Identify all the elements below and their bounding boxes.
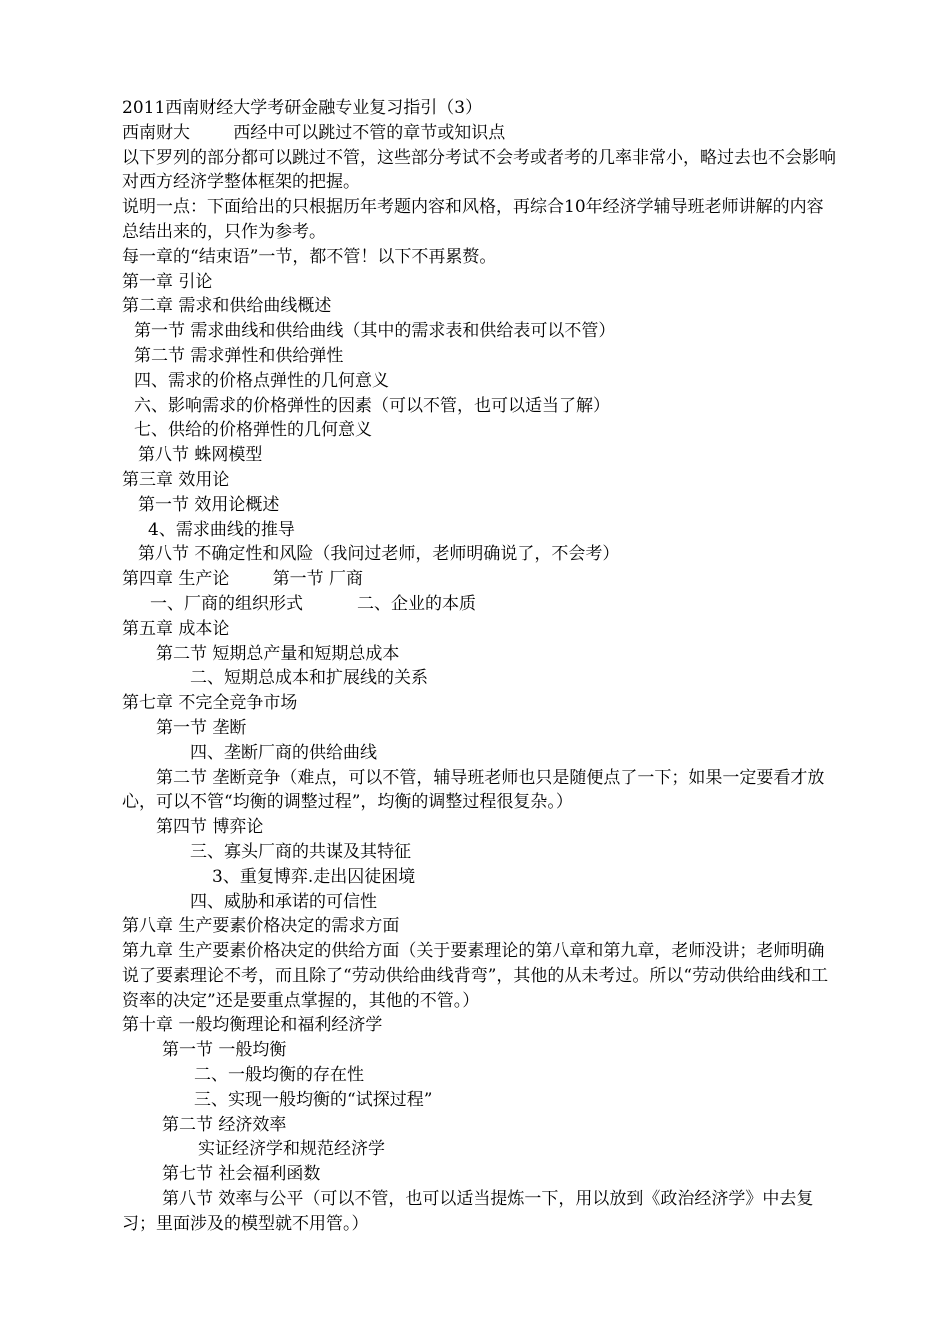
section-item: 第一节 效用论概述 bbox=[138, 494, 280, 515]
document-subtitle: 西南财大 西经中可以跳过不管的章节或知识点 bbox=[122, 122, 506, 143]
subsection-item: 3、重复博弈.走出囚徒困境 bbox=[212, 866, 416, 887]
document-body bbox=[122, 96, 840, 1237]
subsection-item: 三、寡头厂商的共谋及其特征 bbox=[190, 841, 411, 862]
note-paragraph: 说明一点：下面给出的只根据历年考题内容和风格，再综合10年经济学辅导班老师讲解的内容总结出来的，只作为参考。 bbox=[122, 197, 824, 242]
conclusion-note: 每一章的“结束语”一节，都不管！以下不再累赘。 bbox=[122, 246, 497, 267]
section-item: 第七节 社会福利函数 bbox=[162, 1164, 321, 1185]
chapter-heading: 第五章 成本论 bbox=[122, 618, 230, 639]
chapter-heading: 第二章 需求和供给曲线概述 bbox=[122, 296, 332, 317]
intro-paragraph: 以下罗列的部分都可以跳过不管，这些部分考试不会考或者考的几率非常小，略过去也不会影响对西方经济学整体框架的把握。 bbox=[122, 147, 836, 193]
section-paragraph: 第八节 效率与公平（可以不管，也可以适当提炼一下，用以放到《政治经济学》中去复习；里面涉及的模型就不用管。） bbox=[122, 1189, 814, 1234]
section-item: 第四节 博弈论 bbox=[156, 817, 264, 838]
chapter-heading: 第三章 效用论 bbox=[122, 469, 230, 490]
section-item: 第二节 经济效率 bbox=[162, 1114, 287, 1135]
chapter-heading: 第十章 一般均衡理论和福利经济学 bbox=[122, 1015, 383, 1036]
chapter-heading: 第七章 不完全竞争市场 bbox=[122, 693, 298, 714]
section-item: 第一节 垄断 bbox=[156, 717, 247, 738]
subsection-item: 六、影响需求的价格弹性的因素（可以不管，也可以适当了解） bbox=[134, 395, 610, 416]
chapter-heading: 第四章 生产论 第一节 厂商 bbox=[122, 569, 364, 590]
section-item: 第一节 需求曲线和供给曲线（其中的需求表和供给表可以不管） bbox=[134, 321, 616, 342]
chapter-heading: 第八章 生产要素价格决定的需求方面 bbox=[122, 916, 400, 937]
chapter-heading: 第一章 引论 bbox=[122, 271, 213, 292]
subsection-item: 三、实现一般均衡的“试探过程” bbox=[194, 1089, 433, 1110]
section-item: 第八节 不确定性和风险（我问过老师，老师明确说了，不会考） bbox=[138, 544, 620, 565]
subsection-item: 四、需求的价格点弹性的几何意义 bbox=[134, 370, 389, 391]
subsection-item: 四、垄断厂商的供给曲线 bbox=[190, 742, 377, 763]
section-item: 第二节 短期总产量和短期总成本 bbox=[156, 643, 400, 664]
section-item: 第八节 蛛网模型 bbox=[138, 445, 263, 466]
section-item: 第二节 需求弹性和供给弹性 bbox=[134, 345, 344, 366]
chapter-paragraph: 第九章 生产要素价格决定的供给方面（关于要素理论的第八章和第九章，老师没讲；老师明确说了要素理论不考，而且除了“劳动供给曲线背弯”，其他的从未考过。所以“劳动供给曲线和工资率的决定”还是要重点掌握的，其他的不管。） bbox=[122, 941, 829, 1011]
subsection-item: 一、厂商的组织形式 二、企业的本质 bbox=[150, 593, 477, 614]
subsection-item: 二、短期总成本和扩展线的关系 bbox=[190, 668, 428, 689]
section-paragraph: 第二节 垄断竞争（难点，可以不管，辅导班老师也只是随便点了一下；如果一定要看才放心，可以不管“均衡的调整过程”，均衡的调整过程很复杂。） bbox=[122, 767, 825, 813]
section-item: 第一节 一般均衡 bbox=[162, 1040, 287, 1061]
subsection-item: 四、威胁和承诺的可信性 bbox=[190, 891, 377, 912]
subsection-item: 七、供给的价格弹性的几何意义 bbox=[134, 420, 372, 441]
document-title: 2011西南财经大学考研金融专业复习指引（3） bbox=[122, 98, 483, 118]
subsection-item: 4、需求曲线的推导 bbox=[148, 519, 295, 540]
subsection-item: 实证经济学和规范经济学 bbox=[198, 1139, 385, 1160]
subsection-item: 二、一般均衡的存在性 bbox=[194, 1065, 364, 1086]
